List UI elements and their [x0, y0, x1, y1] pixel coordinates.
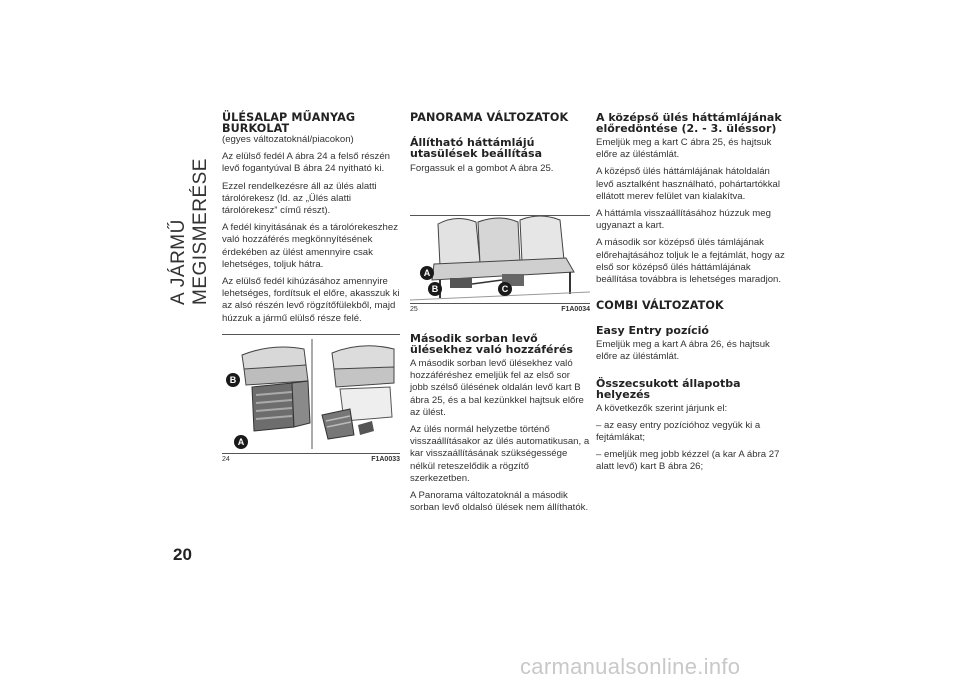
section-heading-combi: COMBI VÁLTOZATOK — [596, 299, 724, 313]
paragraph: A következők szerint járjunk el: — [596, 402, 728, 414]
paragraph: A második sor középső ülés támlájának előrehajtásához toljuk le a fejtámlát, hogy az első sor középső ülés háttámlájának beállítása továbbra is lehetséges maradjon. — [596, 237, 785, 286]
callout-a: A — [420, 266, 434, 280]
paragraph: – az easy entry pozícióhoz vegyük ki a fejtámlákat; — [596, 419, 761, 444]
section-subheading-folding: Összecsukott állapotba helyezés — [596, 376, 741, 401]
paragraph: Emeljük meg a kart A ábra 26, és hajtsuk előre az üléstámlát. — [596, 339, 770, 363]
section-subheading-easy-entry: Easy Entry pozíció — [596, 324, 709, 338]
paragraph: A háttámla visszaállításához húzzuk meg ugyanazt a kart. — [596, 208, 771, 232]
section-heading-seat-cover: ÜLÉSALAP MŰANYAG BURKOLAT — [222, 111, 356, 135]
section-heading-panorama: PANORAMA VÁLTOZATOK — [410, 111, 569, 124]
watermark: carmanualsonline.info — [520, 654, 741, 679]
paragraph: Az elülső fedél kihúzásához amennyire lehetséges, fordítsuk el előre, akasszuk ki az alsó részén levő rögzítőfülekből, majd húzzuk a jármű elülső része felé. — [222, 276, 400, 324]
section-heading-second-row-access: Második sorban levő ülésekhez való hozzáférés — [410, 332, 573, 356]
seat-cover-illustration — [222, 335, 400, 453]
figure-caption — [410, 304, 590, 316]
column-2-lower — [410, 333, 590, 519]
column-3 — [596, 112, 786, 479]
figure-25 — [410, 215, 590, 313]
paragraph: Az elülső fedél A ábra 24 a felső részén levő fogantyúval B ábra 24 nyitható ki. — [222, 151, 390, 175]
paragraph: A második sorban levő ülésekhez való hozzáféréshez emeljük fel az első sor jobb szélső ülésének oldalán levő kart B ábra 25, és a bal kezünkkel hajtsuk előre az ülést. — [410, 358, 584, 418]
callout-a: A — [234, 435, 248, 449]
paragraph: A Panorama változatoknál a második sorban levő oldalsó ülések nem állíthatók. — [410, 490, 589, 514]
column-2 — [410, 112, 590, 180]
column-1 — [222, 112, 400, 330]
paragraph: Ezzel rendelkezésre áll az ülés alatti tárolórekesz (ld. az „Ülés alatti tárolórekesz” című részt). — [222, 180, 377, 217]
figure-number: 25 — [410, 306, 418, 313]
section-heading-middle-seat: A középső ülés háttámlájának előredöntése (2. - 3. üléssor) — [596, 111, 782, 135]
paragraph: – emeljük meg jobb kézzel (a kar A ábra 27 alatt levő) kart B ábra 26; — [596, 449, 780, 473]
figure-number: 24 — [222, 456, 230, 463]
paragraph: A fedél kinyitásának és a tárolórekeszhez való hozzáférés megkönnyítésének érdekében az ülést amennyire csak lehetséges, toljuk hátra. — [222, 222, 398, 270]
paragraph: Emeljük meg a kart C ábra 25, és hajtsuk előre az üléstámlát. — [596, 137, 772, 161]
chapter-title: A JÁRMŰ MEGISMERÉSE — [168, 158, 211, 305]
section-subtitle: (egyes változatoknál/piacokon) — [222, 134, 354, 145]
paragraph: A középső ülés háttámlájának hátoldalán levő asztalként használható, pohártartókkal ellátott merev felület van kialakítva. — [596, 166, 780, 202]
callout-b: B — [428, 282, 442, 296]
paragraph: Forgassuk el a gombot A ábra 25. — [410, 163, 554, 174]
callout-b: B — [226, 373, 240, 387]
figure-code: F1A0033 — [371, 456, 400, 463]
figure-code: F1A0034 — [561, 306, 590, 313]
page-number: 20 — [173, 545, 192, 564]
paragraph: Az ülés normál helyzetbe történő visszaállításakor az ülés automatikusan, a kar visszaállításának szükségessége nélkül reteszelődik a rögzítő szerkezetben. — [410, 424, 590, 484]
figure-24 — [222, 334, 400, 463]
section-subheading-backrest: Állítható háttámlájú utasülések beállítása — [410, 136, 542, 160]
callout-c: C — [498, 282, 512, 296]
figure-caption — [222, 454, 400, 466]
